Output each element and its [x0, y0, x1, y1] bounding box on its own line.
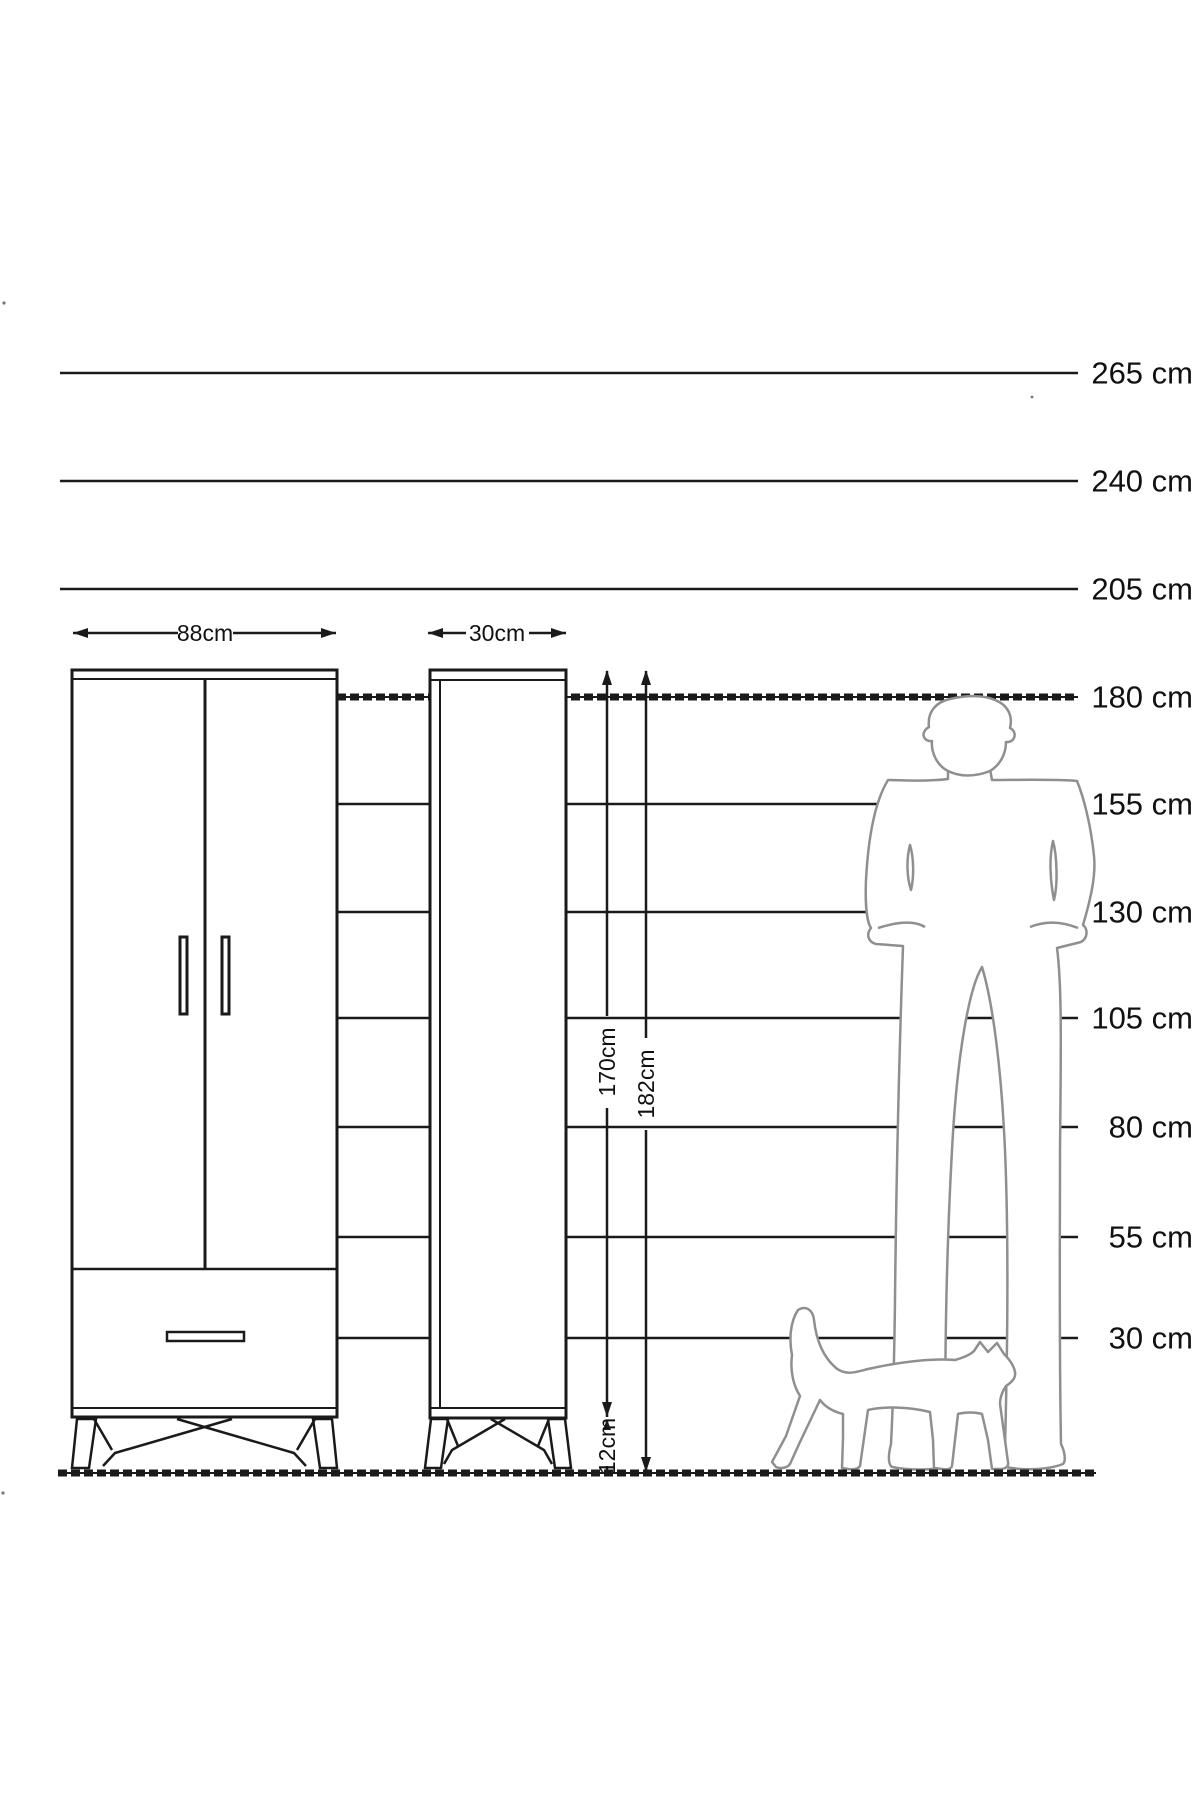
arrow-right-icon	[321, 628, 336, 638]
total-height-dimension	[633, 670, 659, 1472]
height-label-155cm: 155 cm	[1091, 786, 1193, 822]
wardrobe-width-label: 88cm	[176, 620, 234, 646]
body-height-dimension	[594, 670, 620, 1417]
height-labels	[1091, 356, 1193, 1356]
wardrobe-drawing	[72, 670, 337, 1468]
cabinet-body	[430, 670, 566, 1418]
arrow-right-icon	[551, 628, 566, 638]
height-label-55cm: 55 cm	[1108, 1219, 1193, 1255]
height-label-265cm: 265 cm	[1091, 355, 1193, 391]
cabinet-width-dimension	[428, 620, 566, 646]
height-label-105cm: 105 cm	[1091, 1000, 1193, 1036]
man-head-outline	[924, 696, 1015, 775]
height-label-205cm: 205 cm	[1091, 571, 1193, 607]
wardrobe-right-door-handle	[222, 937, 229, 1014]
cabinet-drawing	[425, 670, 571, 1468]
cabinet-width-label: 30cm	[468, 620, 526, 646]
wardrobe-width-dimension	[73, 620, 336, 646]
height-label-240cm: 240 cm	[1091, 463, 1193, 499]
arrow-down-icon	[602, 1402, 612, 1417]
cabinet-legs	[425, 1419, 571, 1468]
arrow-left-icon	[428, 628, 443, 638]
height-label-30cm: 30 cm	[1108, 1320, 1193, 1356]
wardrobe-legs	[72, 1419, 337, 1468]
arrow-left-icon	[73, 628, 88, 638]
height-label-180cm: 180 cm	[1091, 679, 1193, 715]
height-label-80cm: 80 cm	[1108, 1109, 1193, 1145]
arrow-up-icon	[602, 670, 612, 685]
wardrobe-left-door-handle	[180, 937, 187, 1014]
body-height-label: 170cm	[594, 1027, 620, 1097]
leg-height-label: 12cm	[594, 1417, 620, 1475]
arrow-up-icon	[641, 670, 651, 685]
height-label-130cm: 130 cm	[1091, 894, 1193, 930]
total-height-label: 182cm	[633, 1049, 659, 1119]
leg-height-dimension	[594, 1418, 620, 1474]
wardrobe-drawer-handle	[167, 1332, 244, 1341]
